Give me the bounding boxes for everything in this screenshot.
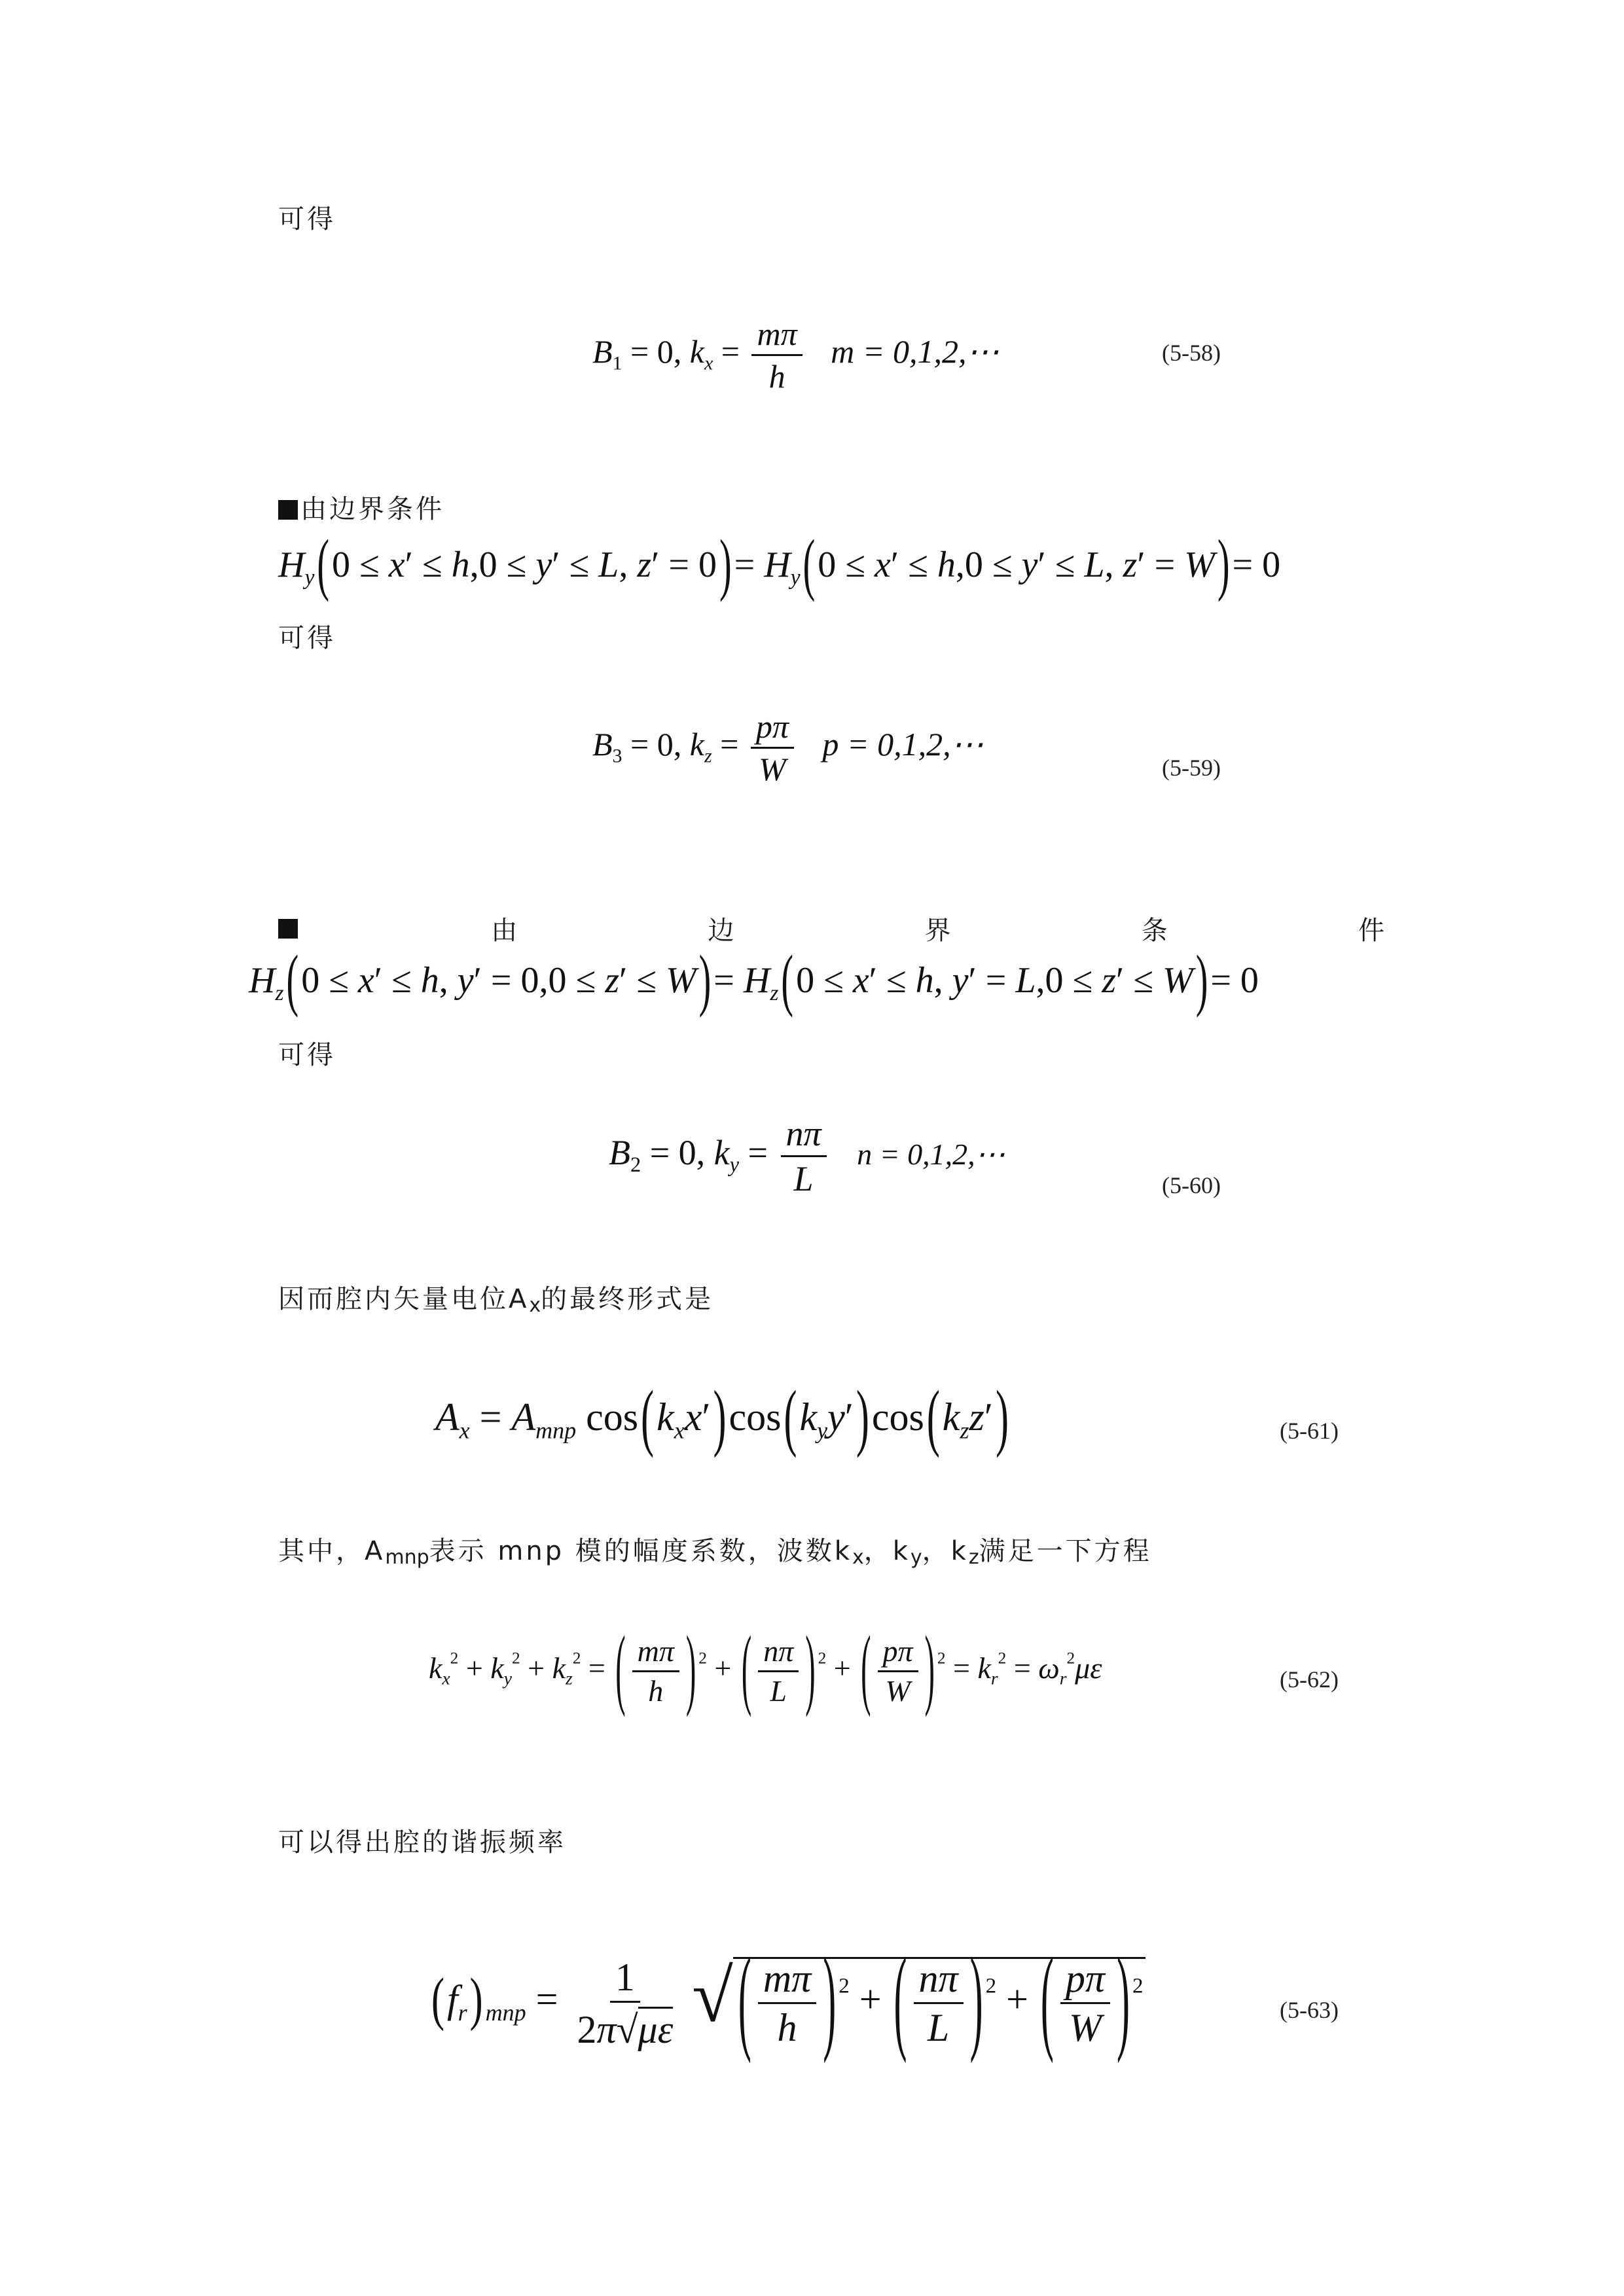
text-subscript: y — [910, 1546, 922, 1569]
equation-number: (5-60) — [1162, 1172, 1221, 1198]
paragraph-text: 可得 — [278, 1040, 336, 1070]
square-bullet-icon — [278, 919, 298, 939]
paragraph-text: 可得 — [278, 623, 336, 653]
equation-range: n = 0,1,2,⋯ — [857, 1137, 1005, 1171]
paragraph-label: 由边界条件 — [300, 494, 444, 524]
equation-5-62: $k_x^2 + k_y^2 + k_z^2$ = ( $\frac{m\pi}{h}$ ) $^2$ + ( $\frac{n\pi}{L}$ ) $^2$ + ( $\frac{p\pi}{W}$ ) $^2 = k_r^2 = \omega_r^2\mu\varepsilon$ — [429, 1617, 1102, 1718]
equation-5-63: $(f_r) _{mnp}$ = $\frac{1}{2\pi√\mu\varepsilon}$ √ ( $\frac{m\pi}{h}$ ) $^2$ + ( $\frac{n\pi}{L}$ ) $^2$ + ( $\frac{p\pi}{W}$ ) $^2$ — [429, 1957, 1146, 2049]
paragraph-text: 可以得出腔的谐振频率 — [278, 1827, 566, 1857]
text-run: ，k — [863, 1536, 911, 1566]
text-subscript: x — [852, 1546, 864, 1569]
equation-5-59: $B_3 = 0$, $k_z$ = $\frac{p\pi}{W}$ p = 0,1,2,⋯ — [592, 708, 984, 787]
paragraph-text — [278, 496, 444, 522]
text-run: ，k — [922, 1536, 969, 1566]
paragraph-text — [278, 1538, 1152, 1568]
justified-line — [278, 910, 1384, 947]
char: 边 — [708, 916, 734, 946]
text-subscript: x — [529, 1294, 541, 1317]
equation-number: (5-62) — [1280, 1666, 1339, 1693]
equation-hz-boundary: $H_z(0 \le x' \le h$, $y' = 0,0 \le z' \le W)= H_z(0 \le x' \le h$, y′ = L,0 ≤ z′ ≤ W)= 0 — [249, 942, 1259, 1019]
square-bullet-icon — [278, 500, 298, 520]
equation-number: (5-63) — [1280, 1997, 1339, 2023]
equation-5-58: $B_1 = 0$, $k_x$ = $\frac{m\pi}{h}$ m = 0,1,2,⋯ — [592, 315, 1000, 395]
text-run: 的最终形式是 — [541, 1284, 714, 1314]
equation-range: p = 0,1,2,⋯ — [822, 725, 984, 762]
equation-5-61: $A_x = A_{mnp}$ $\cos(k_xx')\cos(k_yy')\cos(k_zz')$ — [435, 1376, 1009, 1458]
char: 件 — [1358, 916, 1384, 946]
equation-number: (5-58) — [1162, 340, 1221, 366]
text-run: 因而腔内矢量电位A — [278, 1284, 530, 1314]
equation-number: (5-59) — [1162, 755, 1221, 781]
paragraph-text: 可得 — [278, 204, 336, 234]
text-subscript: mnp — [385, 1546, 429, 1569]
text-run: 表示 mnp 模的幅度系数，波数k — [429, 1536, 852, 1566]
equation-number: (5-61) — [1280, 1418, 1339, 1444]
text-subscript: z — [968, 1546, 979, 1569]
char: 由 — [491, 916, 518, 946]
text-run: 其中，A — [278, 1536, 386, 1566]
equation-range: m = 0,1,2,⋯ — [831, 332, 1000, 370]
char: 条 — [1141, 916, 1168, 946]
equation-5-60: $B_2 = 0$, $k_y$ = $\frac{n\pi}{L}$ n = 0,1,2,⋯ — [609, 1114, 1005, 1198]
text-run: 满足一下方程 — [979, 1536, 1152, 1566]
char: 界 — [924, 916, 951, 946]
equation-hy-boundary: $H_y(0 \le x' \le h,0 \le y' \le L$, $z' = 0)= H_y(0 \le x' \le h,0 \le y' \le L$, z′ = W)= 0 — [278, 526, 1281, 603]
paragraph-text — [278, 1286, 713, 1316]
